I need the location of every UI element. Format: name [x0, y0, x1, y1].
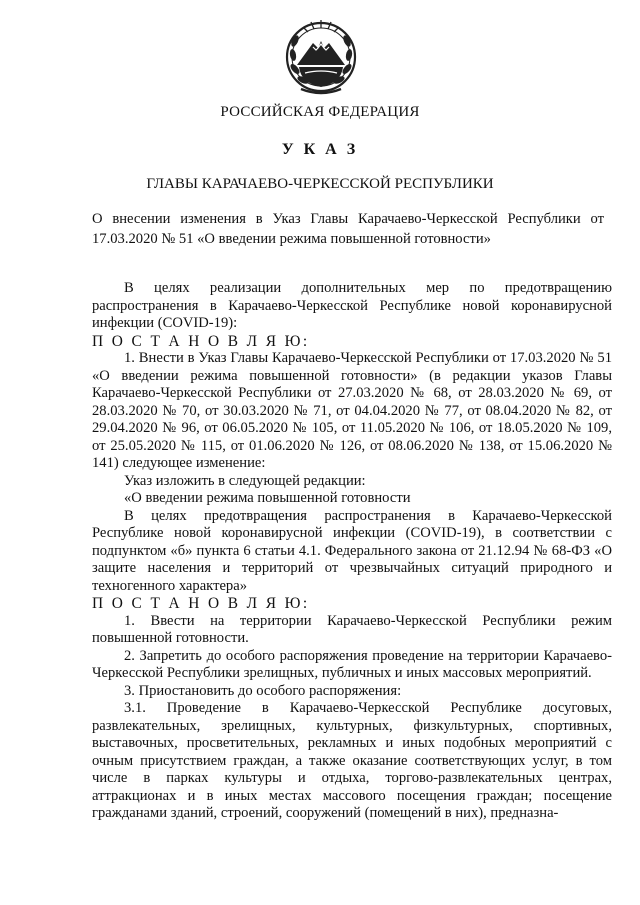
coat-of-arms-emblem — [283, 17, 359, 97]
document-body — [92, 280, 612, 823]
item-3: 3. Приостановить до особого распоряжения: — [124, 682, 402, 699]
document-type-heading: У К А З — [281, 141, 359, 158]
paragraph-4: В целях предотвращения распространения в Карачаево-Черкесской Республике новой коронавирусной инфекции (COVID-19), в соответствии с подпунктом «б» пункта 6 статьи 4.1. Федерального закона от 21.12.94 № 68-ФЗ «О защите населения и территорий от чрезвычайных ситуаций природного и техногенного характера» — [92, 507, 612, 594]
item-2: 2. Запретить до особого распоряжения проведение на территории Карачаево-Черкесской Республики зрелищных, публичных и иных массовых мероприятий. — [92, 647, 612, 681]
paragraph-1: 1. Внести в Указ Главы Карачаево-Черкесской Республики от 17.03.2020 № 51 «О введении режима повышенной готовности» (в редакции указов Главы Карачаево-Черкесской Республики от 27.03.2020 № 68, от 28.03.2020 № 69, от 28.03.2020 № 70, от 30.03.2020 № 71, от 04.04.2020 № 77, от 08.04.2020 № 82, от 29.04.2020 № 96, от 06.05.2020 № 105, от 11.05.2020 № 106, от 18.05.2020 № 109, от 25.05.2020 № 115, от 01.06.2020 № 126, от 08.06.2020 № 138, от 15.06.2020 № 141) следующее изменение: — [92, 350, 612, 471]
decree-word-2: П О С Т А Н О В Л Я Ю: — [92, 595, 310, 612]
country-heading: РОССИЙСКАЯ ФЕДЕРАЦИЯ — [220, 104, 420, 120]
issuer-heading: ГЛАВЫ КАРАЧАЕВО-ЧЕРКЕССКОЙ РЕСПУБЛИКИ — [146, 176, 494, 192]
item-3-1: 3.1. Проведение в Карачаево-Черкесской Республике досуговых, развлекательных, зрелищных, культурных, физкультурных, спортивных, выставочных, просветительных, рекламных и иных подобных мероприятий с очным присутствием граждан, а также оказание соответствующих услуг, в том числе в парках культуры и отдыха, торгово-развлекательных центрах, аттракционах и в иных местах массового посещения граждан; посещение гражданами зданий, строений, сооружений (помещений в них), предназна- — [92, 700, 612, 821]
paragraph-2: Указ изложить в следующей редакции: — [124, 472, 366, 489]
paragraph-3: «О введении режима повышенной готовности — [124, 490, 411, 506]
decree-word: П О С Т А Н О В Л Я Ю: — [92, 332, 310, 350]
item-1: 1. Ввести на территории Карачаево-Черкесской Республики режим повышенной готовности. — [92, 612, 612, 646]
preamble-paragraph: В целях реализации дополнительных мер по предотвращению распространения в Карачаево-Черкесской Республике новой коронавирусной инфекции (COVID-19): — [92, 280, 612, 331]
decree-subject: О внесении изменения в Указ Главы Карачаево-Черкесской Республики от 17.03.2020 № 51 «О введении режима повышенной готовности» — [92, 211, 604, 247]
